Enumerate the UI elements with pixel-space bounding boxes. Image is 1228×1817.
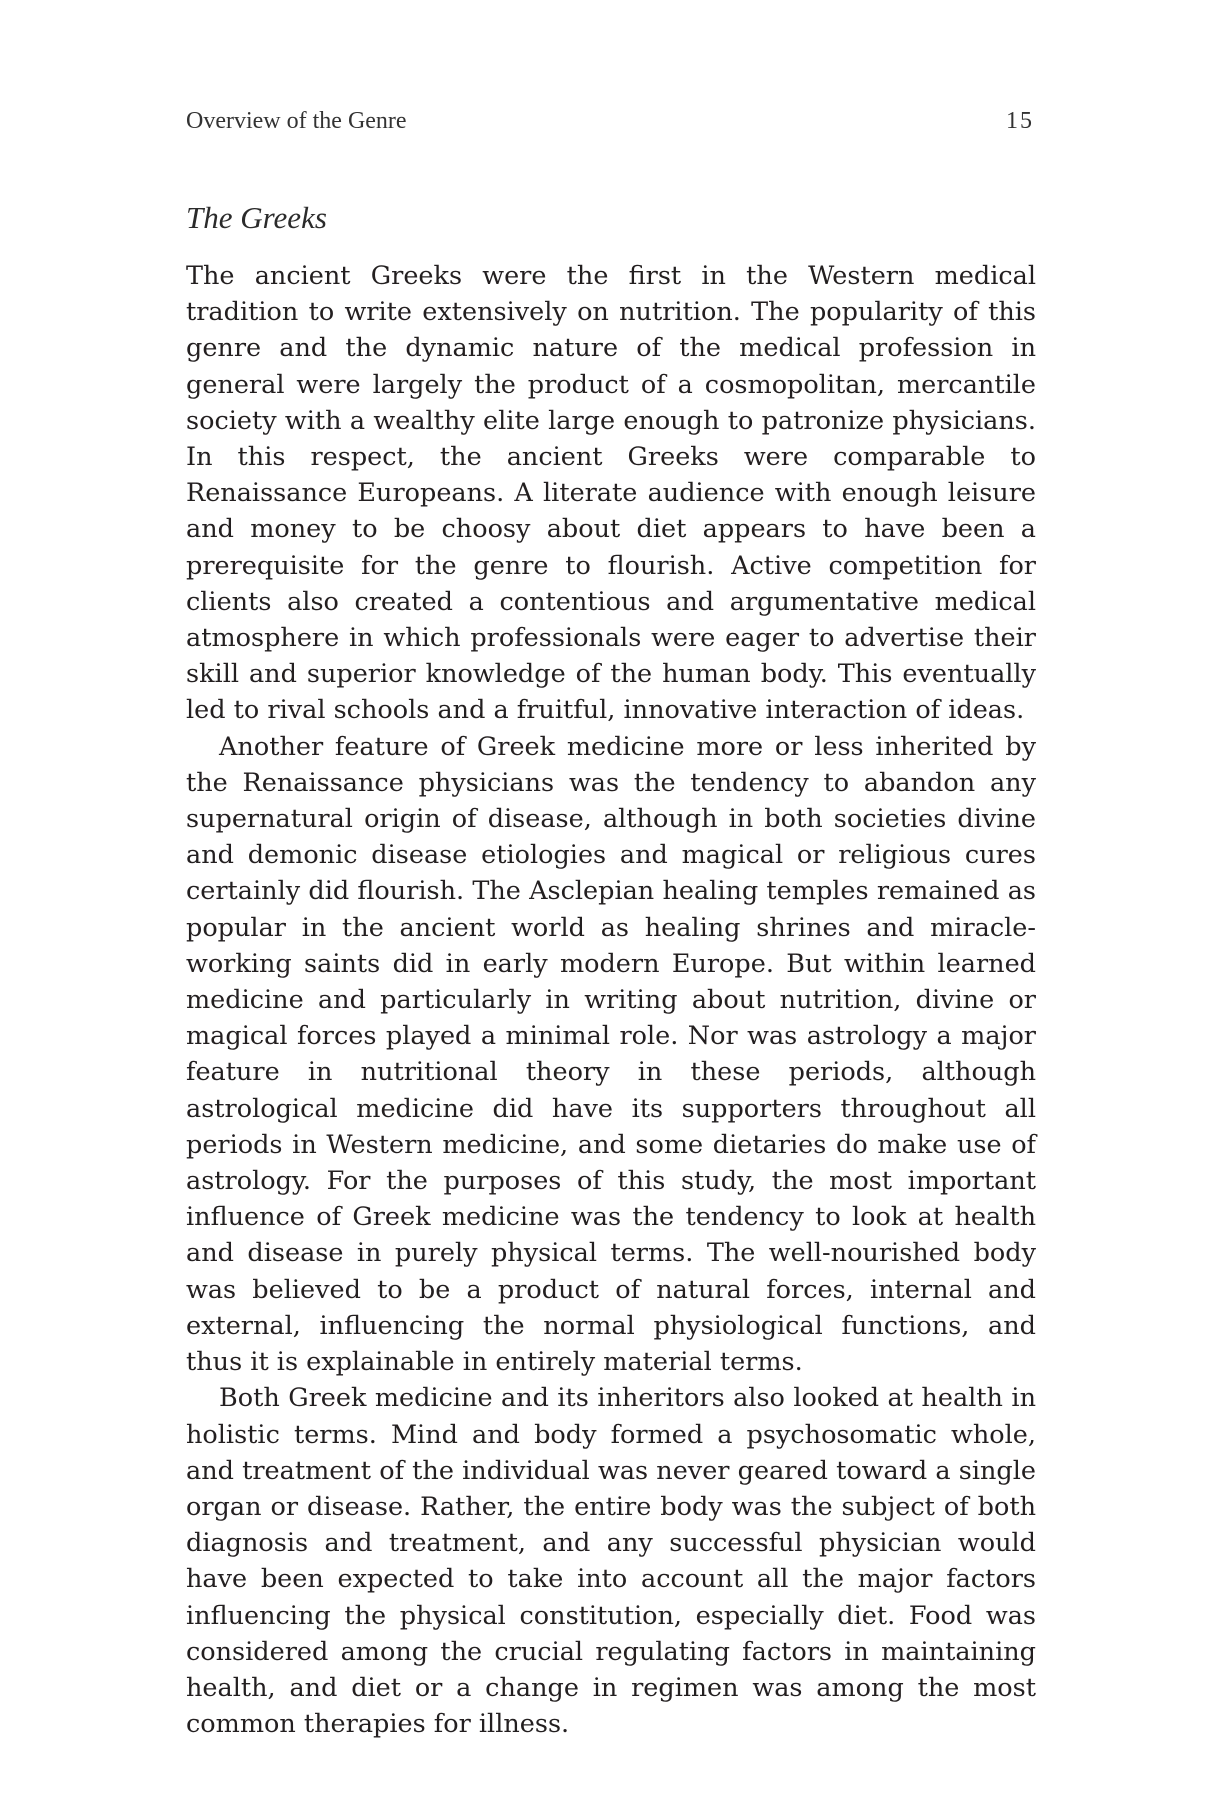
running-head xyxy=(186,108,1036,138)
section-heading: The Greeks xyxy=(186,200,327,235)
paragraph: The ancient Greeks were the first in the Western medical tradition to write extensively on nutrition. The popularity of this genre and the dynamic nature of the medical profession in general were largely the product of a cosmopolitan, mercantile society with a wealthy elite large enough to patronize physicians. In this respect, the ancient Greeks were comparable to Renaissance Europeans. A literate audience with enough leisure and money to be choosy about diet appears to have been a prerequisite for the genre to flourish. Active competition for clients also created a contentious and argumentative medical atmosphere in which professionals were eager to advertise their skill and superior knowledge of the human body. This eventually led to rival schools and a fruitful, innovative interaction of ideas. xyxy=(186,261,1036,726)
page-number: 15 xyxy=(1006,108,1034,134)
paragraph: Both Greek medicine and its inheritors also looked at health in holistic terms. Mind and body formed a psychosomatic whole, and treatment of the individual was never geared toward a single organ or disease. Rather, the entire body was the subject of both diagnosis and treatment, and any successful physician would have been expected to take into account all the major factors influencing the physical constitution, especially diet. Food was considered among the crucial regulating factors in maintaining health, and diet or a change in regimen was among the most common therapies for illness. xyxy=(186,1383,1036,1740)
body-text xyxy=(186,258,1036,1742)
book-page xyxy=(186,0,1036,1817)
running-head-title: Overview of the Genre xyxy=(186,108,407,134)
paragraph: Another feature of Greek medicine more or less inherited by the Renaissance physicians was the tendency to abandon any supernatural origin of disease, although in both societies divine and demonic disease etiologies and magical or religious cures certainly did flourish. The Asclepian healing temples remained as popular in the ancient world as healing shrines and miracle-working saints did in early modern Europe. But within learned medicine and particularly in writing about nutrition, divine or magical forces played a minimal role. Nor was astrology a major feature in nutritional theory in these periods, although astrological medicine did have its supporters throughout all periods in Western medicine, and some dietaries do make use of astrology. For the purposes of this study, the most important influence of Greek medicine was the tendency to look at health and disease in purely physical terms. The well-nourished body was believed to be a product of natural forces, internal and external, influencing the normal physiological functions, and thus it is explainable in entirely material terms. xyxy=(186,731,1036,1378)
